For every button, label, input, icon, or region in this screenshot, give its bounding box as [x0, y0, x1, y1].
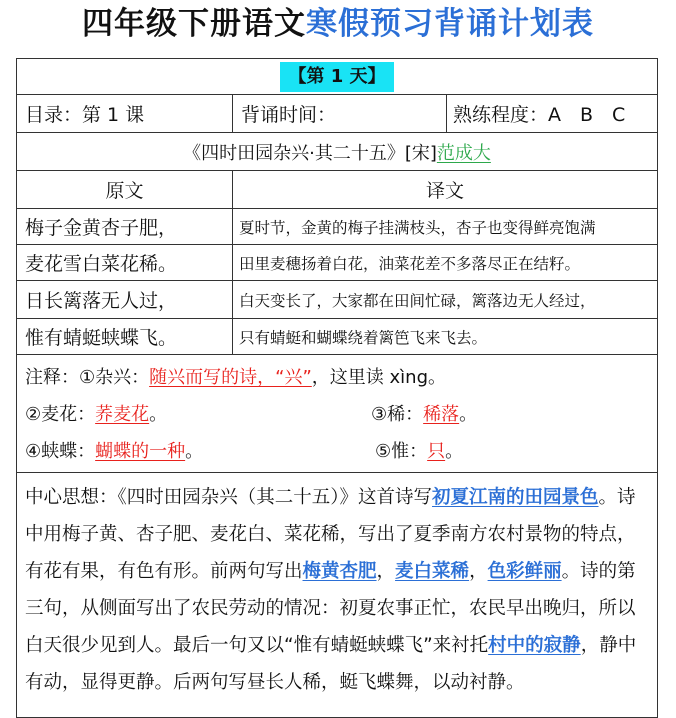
day-row [17, 59, 657, 95]
highlight-3: 麦白菜稀 [395, 561, 470, 582]
poem-author: 范成大 [436, 142, 491, 164]
line-original: 梅子金黄杏子肥， [25, 217, 178, 239]
note-5: ⑤惟：只。 [375, 441, 464, 462]
note-3: ③稀：稀落。 [371, 404, 478, 425]
page-title [0, 2, 676, 46]
catalog-label: 目录：第 1 课 [25, 104, 145, 126]
line-translation: 田里麦穗扬着白花，油菜花差不多落尽正在结籽。 [232, 245, 657, 280]
highlight-5: 村中的寂静 [488, 635, 581, 656]
line-translation: 只有蜻蜓和蝴蝶绕着篱笆飞来飞去。 [232, 319, 657, 354]
note-2: ②麦花：荞麦花。 [25, 404, 168, 425]
title-part1: 四年级下册语文 [82, 6, 306, 42]
line-translation: 夏时节，金黄的梅子挂满枝头，杏子也变得鲜亮饱满 [232, 209, 657, 244]
line-row [17, 319, 657, 355]
line-original: 日长篱落无人过， [25, 290, 178, 312]
col-original: 原文 [105, 180, 144, 202]
header-row [17, 171, 657, 209]
title-part2: 寒假预习背诵计划表 [306, 6, 594, 42]
notes-section [17, 355, 657, 473]
line-row [17, 209, 657, 245]
col-translation: 译文 [232, 171, 657, 208]
highlight-4: 色彩鲜丽 [487, 561, 562, 582]
recite-table [16, 58, 658, 718]
line-original: 惟有蜻蜓蛱蝶飞。 [25, 327, 178, 349]
highlight-2: 梅黄杏肥 [302, 561, 377, 582]
recite-time-field: 背诵时间： [232, 95, 446, 132]
poem-title-row [17, 133, 657, 171]
line-original: 麦花雪白菜花稀。 [25, 253, 178, 275]
summary-paragraph: 中心思想：《四时田园杂兴（其二十五）》这首诗写初夏江南的田园景色。诗中用梅子黄、杏子肥、麦花白、菜花稀，写出了夏季南方农村景物的特点，有花有果，有色有形。前两句写出梅黄杏肥，麦白菜稀，色彩鲜丽。诗的第三句，从侧面写出了农民劳动的情况：初夏农事正忙，农民早出晚归，所以白天很少见到人。最后一句又以“惟有蜻蜓蛱蝶飞”来衬托村中的寂静，静中有动，显得更静。后两句写昼长人稀，蜓飞蝶舞，以动衬静。 [25, 487, 637, 693]
line-row [17, 245, 657, 281]
poem-title: 《四时田园杂兴·其二十五》[宋] [183, 142, 437, 164]
day-label: 【第 1 天】 [280, 62, 393, 92]
line-translation: 白天变长了，大家都在田间忙碌，篱落边无人经过， [232, 281, 657, 318]
highlight-1: 初夏江南的田园景色 [432, 487, 599, 508]
info-row [17, 95, 657, 133]
note-1: 注释：①杂兴：随兴而写的诗，“兴”，这里读 xìng。 [25, 367, 447, 388]
proficiency-field: 熟练程度：A B C [446, 95, 657, 132]
line-row [17, 281, 657, 319]
note-4: ④蛱蝶：蝴蝶的一种。 [25, 441, 204, 462]
